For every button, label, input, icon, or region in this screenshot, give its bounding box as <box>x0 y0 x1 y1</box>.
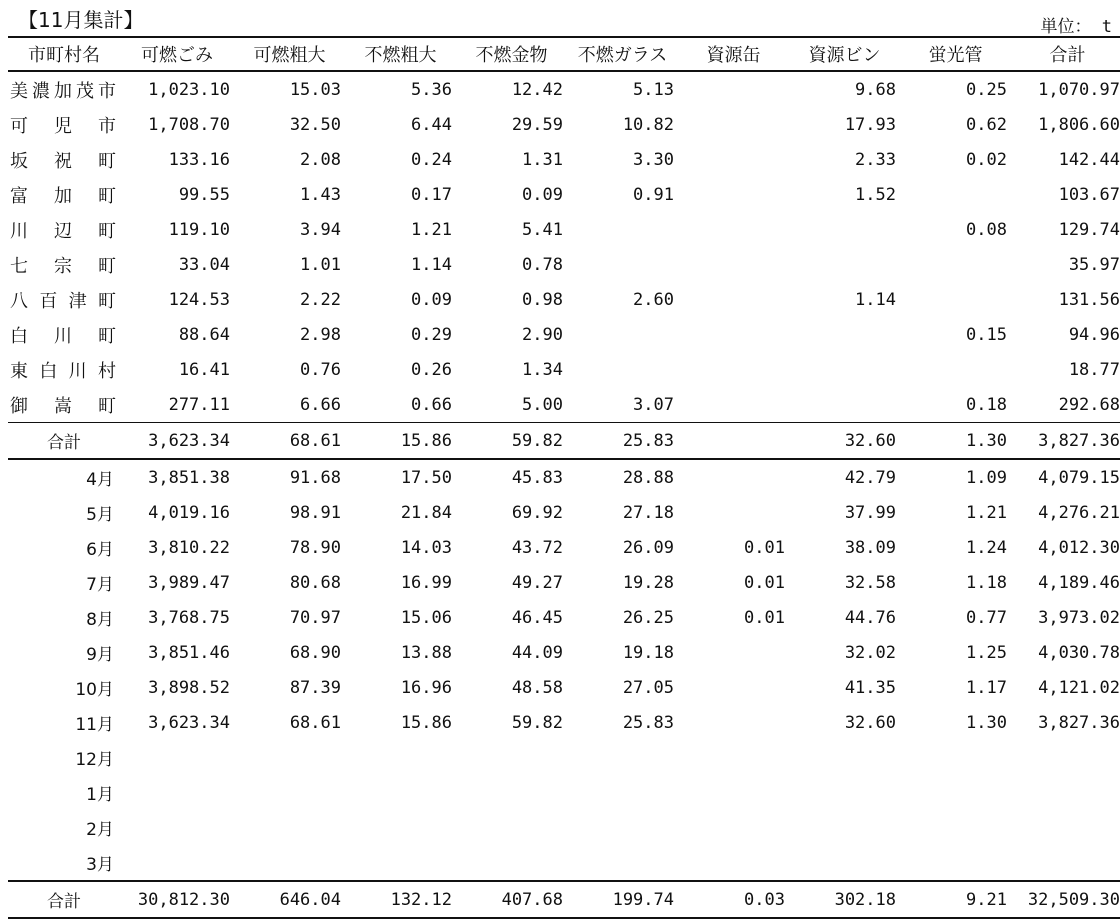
value-cell: 0.26 <box>411 359 452 380</box>
value-cell <box>345 775 456 810</box>
value-cell: 49.27 <box>511 572 563 593</box>
row-label: 八百津町 <box>10 290 116 312</box>
municipality-row <box>8 387 1120 423</box>
row-label: 9月 <box>86 645 114 665</box>
municipality-row <box>8 177 1120 212</box>
value-cell: 2.60 <box>633 289 674 310</box>
value-cell: 9.21 <box>900 881 1011 918</box>
value-cell: 0.03 <box>678 881 789 918</box>
value-cell: 3,827.36 <box>1038 712 1120 733</box>
value-cell: 1.24 <box>966 537 1007 558</box>
value-cell: 80.68 <box>289 572 341 593</box>
value-cell: 646.04 <box>234 881 345 918</box>
value-cell: 1.34 <box>522 359 563 380</box>
value-cell: 292.68 <box>1058 394 1120 415</box>
value-cell <box>1011 740 1120 775</box>
value-cell <box>678 71 789 107</box>
value-cell: 9.68 <box>855 79 896 100</box>
value-cell: 0.09 <box>411 289 452 310</box>
value-cell <box>1011 810 1120 845</box>
row-label: 12月 <box>75 750 114 770</box>
column-header: 可燃粗大 <box>234 37 345 71</box>
value-cell: 277.11 <box>168 394 230 415</box>
value-cell: 4,079.15 <box>1038 467 1120 488</box>
value-cell <box>1011 775 1120 810</box>
value-cell: 94.96 <box>1068 324 1120 345</box>
column-header: 不燃ガラス <box>567 37 678 71</box>
value-cell: 1,023.10 <box>148 79 230 100</box>
value-cell <box>900 845 1011 881</box>
value-cell: 1.09 <box>966 467 1007 488</box>
municipality-row <box>8 107 1120 142</box>
value-cell <box>678 177 789 212</box>
value-cell: 0.15 <box>966 324 1007 345</box>
value-cell <box>789 212 900 247</box>
column-header: 可燃ごみ <box>120 37 234 71</box>
value-cell <box>567 247 678 282</box>
value-cell: 29.59 <box>511 114 563 135</box>
value-cell: 0.18 <box>966 394 1007 415</box>
row-label: 富加町 <box>10 185 116 207</box>
value-cell: 3,989.47 <box>148 572 230 593</box>
value-cell: 3,768.75 <box>148 607 230 628</box>
value-cell <box>567 352 678 387</box>
value-cell: 68.61 <box>234 423 345 460</box>
value-cell <box>678 705 789 740</box>
value-cell: 33.04 <box>178 254 230 275</box>
value-cell: 0.25 <box>966 79 1007 100</box>
row-label: 5月 <box>86 505 114 525</box>
value-cell <box>234 775 345 810</box>
value-cell <box>789 845 900 881</box>
municipality-row <box>8 212 1120 247</box>
month-row <box>8 600 1120 635</box>
value-cell <box>678 459 789 495</box>
month-row <box>8 810 1120 845</box>
value-cell: 32.60 <box>844 712 896 733</box>
value-cell: 132.12 <box>345 881 456 918</box>
value-cell: 27.05 <box>622 677 674 698</box>
value-cell: 1.31 <box>522 149 563 170</box>
value-cell: 15.03 <box>289 79 341 100</box>
value-cell: 32.50 <box>289 114 341 135</box>
value-cell <box>678 635 789 670</box>
row-label: 合計 <box>8 881 120 918</box>
value-cell: 10.82 <box>622 114 674 135</box>
value-cell: 1.01 <box>300 254 341 275</box>
value-cell: 0.24 <box>411 149 452 170</box>
value-cell <box>567 775 678 810</box>
value-cell: 0.91 <box>633 184 674 205</box>
month-row <box>8 775 1120 810</box>
row-label: 8月 <box>86 610 114 630</box>
value-cell: 302.18 <box>789 881 900 918</box>
month-row <box>8 495 1120 530</box>
value-cell: 68.90 <box>289 642 341 663</box>
value-cell <box>678 810 789 845</box>
value-cell: 4,012.30 <box>1038 537 1120 558</box>
value-cell: 1.43 <box>300 184 341 205</box>
value-cell <box>120 740 234 775</box>
month-row <box>8 565 1120 600</box>
value-cell: 4,121.02 <box>1038 677 1120 698</box>
value-cell: 0.76 <box>300 359 341 380</box>
row-label: 七宗町 <box>10 255 116 277</box>
value-cell <box>789 247 900 282</box>
value-cell: 5.36 <box>411 79 452 100</box>
column-header: 不燃金物 <box>456 37 567 71</box>
value-cell: 3,827.36 <box>1011 423 1120 460</box>
value-cell: 26.09 <box>622 537 674 558</box>
value-cell: 407.68 <box>456 881 567 918</box>
municipality-row <box>8 247 1120 282</box>
value-cell <box>789 317 900 352</box>
value-cell <box>120 810 234 845</box>
value-cell <box>567 845 678 881</box>
value-cell: 0.62 <box>966 114 1007 135</box>
value-cell <box>345 740 456 775</box>
value-cell: 44.76 <box>844 607 896 628</box>
value-cell: 78.90 <box>289 537 341 558</box>
row-label: 白川町 <box>10 325 116 347</box>
value-cell: 5.00 <box>522 394 563 415</box>
value-cell: 16.99 <box>400 572 452 593</box>
value-cell: 1,806.60 <box>1038 114 1120 135</box>
value-cell <box>456 740 567 775</box>
value-cell: 199.74 <box>567 881 678 918</box>
value-cell <box>678 495 789 530</box>
value-cell: 91.68 <box>289 467 341 488</box>
value-cell <box>678 352 789 387</box>
value-cell: 3.07 <box>633 394 674 415</box>
value-cell <box>789 387 900 423</box>
value-cell <box>234 845 345 881</box>
value-cell: 16.96 <box>400 677 452 698</box>
value-cell <box>456 775 567 810</box>
value-cell <box>120 845 234 881</box>
value-cell <box>120 775 234 810</box>
value-cell: 1.14 <box>411 254 452 275</box>
value-cell <box>567 810 678 845</box>
value-cell: 0.78 <box>522 254 563 275</box>
value-cell: 28.88 <box>622 467 674 488</box>
value-cell: 87.39 <box>289 677 341 698</box>
value-cell <box>789 775 900 810</box>
municipality-row <box>8 71 1120 107</box>
value-cell: 13.88 <box>400 642 452 663</box>
value-cell: 41.35 <box>844 677 896 698</box>
value-cell: 17.50 <box>400 467 452 488</box>
value-cell: 30,812.30 <box>120 881 234 918</box>
value-cell: 0.08 <box>966 219 1007 240</box>
row-label: 美濃加茂市 <box>10 80 116 102</box>
value-cell <box>789 352 900 387</box>
value-cell <box>900 282 1011 317</box>
value-cell: 0.66 <box>411 394 452 415</box>
value-cell: 1.21 <box>411 219 452 240</box>
value-cell: 42.79 <box>844 467 896 488</box>
report-title: 【11月集計】 <box>18 8 144 32</box>
value-cell: 0.98 <box>522 289 563 310</box>
value-cell <box>567 212 678 247</box>
column-header: 市町村名 <box>8 37 120 71</box>
value-cell: 129.74 <box>1058 219 1120 240</box>
municipality-row <box>8 317 1120 352</box>
value-cell <box>678 387 789 423</box>
value-cell: 4,189.46 <box>1038 572 1120 593</box>
month-row <box>8 635 1120 670</box>
value-cell: 142.44 <box>1058 149 1120 170</box>
value-cell: 4,276.21 <box>1038 502 1120 523</box>
month-row <box>8 670 1120 705</box>
grand-total-row <box>8 881 1120 918</box>
value-cell: 4,030.78 <box>1038 642 1120 663</box>
value-cell: 3,973.02 <box>1038 607 1120 628</box>
value-cell: 38.09 <box>844 537 896 558</box>
value-cell <box>900 775 1011 810</box>
value-cell: 2.08 <box>300 149 341 170</box>
value-cell <box>678 247 789 282</box>
value-cell <box>900 247 1011 282</box>
value-cell: 3,810.22 <box>148 537 230 558</box>
value-cell: 2.90 <box>522 324 563 345</box>
municipality-row <box>8 282 1120 317</box>
value-cell: 103.67 <box>1058 184 1120 205</box>
value-cell <box>789 740 900 775</box>
value-cell: 12.42 <box>511 79 563 100</box>
value-cell: 46.45 <box>511 607 563 628</box>
value-cell: 0.09 <box>522 184 563 205</box>
month-row <box>8 530 1120 565</box>
value-cell: 15.86 <box>400 712 452 733</box>
value-cell <box>456 845 567 881</box>
row-label: 6月 <box>86 540 114 560</box>
value-cell <box>678 775 789 810</box>
header-row <box>8 37 1120 71</box>
row-label: 10月 <box>75 680 114 700</box>
column-header: 資源ビン <box>789 37 900 71</box>
month-row <box>8 845 1120 881</box>
value-cell: 1,708.70 <box>148 114 230 135</box>
value-cell <box>900 810 1011 845</box>
value-cell: 37.99 <box>844 502 896 523</box>
value-cell: 48.58 <box>511 677 563 698</box>
value-cell <box>678 317 789 352</box>
value-cell: 6.66 <box>300 394 341 415</box>
value-cell: 6.44 <box>411 114 452 135</box>
value-cell: 1,070.97 <box>1038 79 1120 100</box>
value-cell <box>345 810 456 845</box>
value-cell: 14.03 <box>400 537 452 558</box>
row-label: 1月 <box>86 785 114 805</box>
value-cell <box>678 212 789 247</box>
value-cell: 0.01 <box>744 572 785 593</box>
value-cell: 124.53 <box>168 289 230 310</box>
value-cell <box>678 740 789 775</box>
value-cell: 5.13 <box>633 79 674 100</box>
value-cell: 25.83 <box>567 423 678 460</box>
value-cell: 59.82 <box>456 423 567 460</box>
value-cell: 0.01 <box>744 537 785 558</box>
value-cell: 0.17 <box>411 184 452 205</box>
month-row <box>8 459 1120 495</box>
value-cell: 0.29 <box>411 324 452 345</box>
value-cell <box>1011 845 1120 881</box>
value-cell: 1.18 <box>966 572 1007 593</box>
month-row <box>8 705 1120 740</box>
value-cell <box>234 740 345 775</box>
value-cell: 3.30 <box>633 149 674 170</box>
value-cell: 3,898.52 <box>148 677 230 698</box>
value-cell <box>678 282 789 317</box>
value-cell <box>345 845 456 881</box>
value-cell: 32.60 <box>789 423 900 460</box>
column-header: 資源缶 <box>678 37 789 71</box>
month-row <box>8 740 1120 775</box>
value-cell <box>900 177 1011 212</box>
total-row <box>8 423 1120 460</box>
value-cell: 0.02 <box>966 149 1007 170</box>
value-cell <box>567 317 678 352</box>
value-cell: 0.77 <box>966 607 1007 628</box>
value-cell <box>234 810 345 845</box>
value-cell <box>789 810 900 845</box>
value-cell: 15.06 <box>400 607 452 628</box>
value-cell: 3.94 <box>300 219 341 240</box>
value-cell: 25.83 <box>622 712 674 733</box>
value-cell: 1.30 <box>966 712 1007 733</box>
value-cell: 133.16 <box>168 149 230 170</box>
value-cell: 18.77 <box>1068 359 1120 380</box>
value-cell <box>678 845 789 881</box>
row-label: 御嵩町 <box>10 395 116 417</box>
value-cell <box>567 740 678 775</box>
column-header: 合計 <box>1011 37 1120 71</box>
value-cell: 1.17 <box>966 677 1007 698</box>
summary-table <box>8 36 1120 919</box>
municipality-row <box>8 142 1120 177</box>
column-header: 蛍光管 <box>900 37 1011 71</box>
row-label: 東白川村 <box>10 360 116 382</box>
value-cell: 4,019.16 <box>148 502 230 523</box>
value-cell: 32.02 <box>844 642 896 663</box>
value-cell: 3,851.38 <box>148 467 230 488</box>
row-label: 7月 <box>86 575 114 595</box>
value-cell: 98.91 <box>289 502 341 523</box>
value-cell: 35.97 <box>1068 254 1120 275</box>
value-cell: 27.18 <box>622 502 674 523</box>
value-cell: 16.41 <box>178 359 230 380</box>
value-cell: 131.56 <box>1058 289 1120 310</box>
row-label: 可児市 <box>10 115 116 137</box>
value-cell: 1.25 <box>966 642 1007 663</box>
value-cell: 43.72 <box>511 537 563 558</box>
row-label: 坂祝町 <box>10 150 116 172</box>
value-cell <box>678 107 789 142</box>
value-cell: 32,509.30 <box>1011 881 1120 918</box>
value-cell: 21.84 <box>400 502 452 523</box>
value-cell: 68.61 <box>289 712 341 733</box>
value-cell <box>678 670 789 705</box>
value-cell: 1.14 <box>855 289 896 310</box>
row-label: 4月 <box>86 470 114 490</box>
municipality-row <box>8 352 1120 387</box>
row-label: 3月 <box>86 855 114 875</box>
value-cell: 0.01 <box>744 607 785 628</box>
value-cell: 45.83 <box>511 467 563 488</box>
value-cell: 15.86 <box>345 423 456 460</box>
value-cell: 44.09 <box>511 642 563 663</box>
value-cell: 2.22 <box>300 289 341 310</box>
value-cell: 19.28 <box>622 572 674 593</box>
row-label: 合計 <box>8 423 120 460</box>
value-cell <box>900 740 1011 775</box>
value-cell: 5.41 <box>522 219 563 240</box>
row-label: 11月 <box>75 715 114 735</box>
value-cell: 3,623.34 <box>120 423 234 460</box>
row-label: 2月 <box>86 820 114 840</box>
value-cell: 69.92 <box>511 502 563 523</box>
value-cell: 3,623.34 <box>148 712 230 733</box>
value-cell <box>678 423 789 460</box>
value-cell: 119.10 <box>168 219 230 240</box>
value-cell: 19.18 <box>622 642 674 663</box>
value-cell: 1.30 <box>900 423 1011 460</box>
value-cell: 32.58 <box>844 572 896 593</box>
value-cell: 1.21 <box>966 502 1007 523</box>
value-cell: 70.97 <box>289 607 341 628</box>
value-cell: 59.82 <box>511 712 563 733</box>
value-cell: 3,851.46 <box>148 642 230 663</box>
value-cell: 2.33 <box>855 149 896 170</box>
value-cell: 99.55 <box>178 184 230 205</box>
column-header: 不燃粗大 <box>345 37 456 71</box>
value-cell: 1.52 <box>855 184 896 205</box>
value-cell <box>456 810 567 845</box>
unit-label: 単位： t <box>1040 17 1112 37</box>
row-label: 川辺町 <box>10 220 116 242</box>
value-cell: 26.25 <box>622 607 674 628</box>
value-cell: 2.98 <box>300 324 341 345</box>
value-cell <box>900 352 1011 387</box>
value-cell <box>678 142 789 177</box>
value-cell: 17.93 <box>844 114 896 135</box>
value-cell: 88.64 <box>178 324 230 345</box>
